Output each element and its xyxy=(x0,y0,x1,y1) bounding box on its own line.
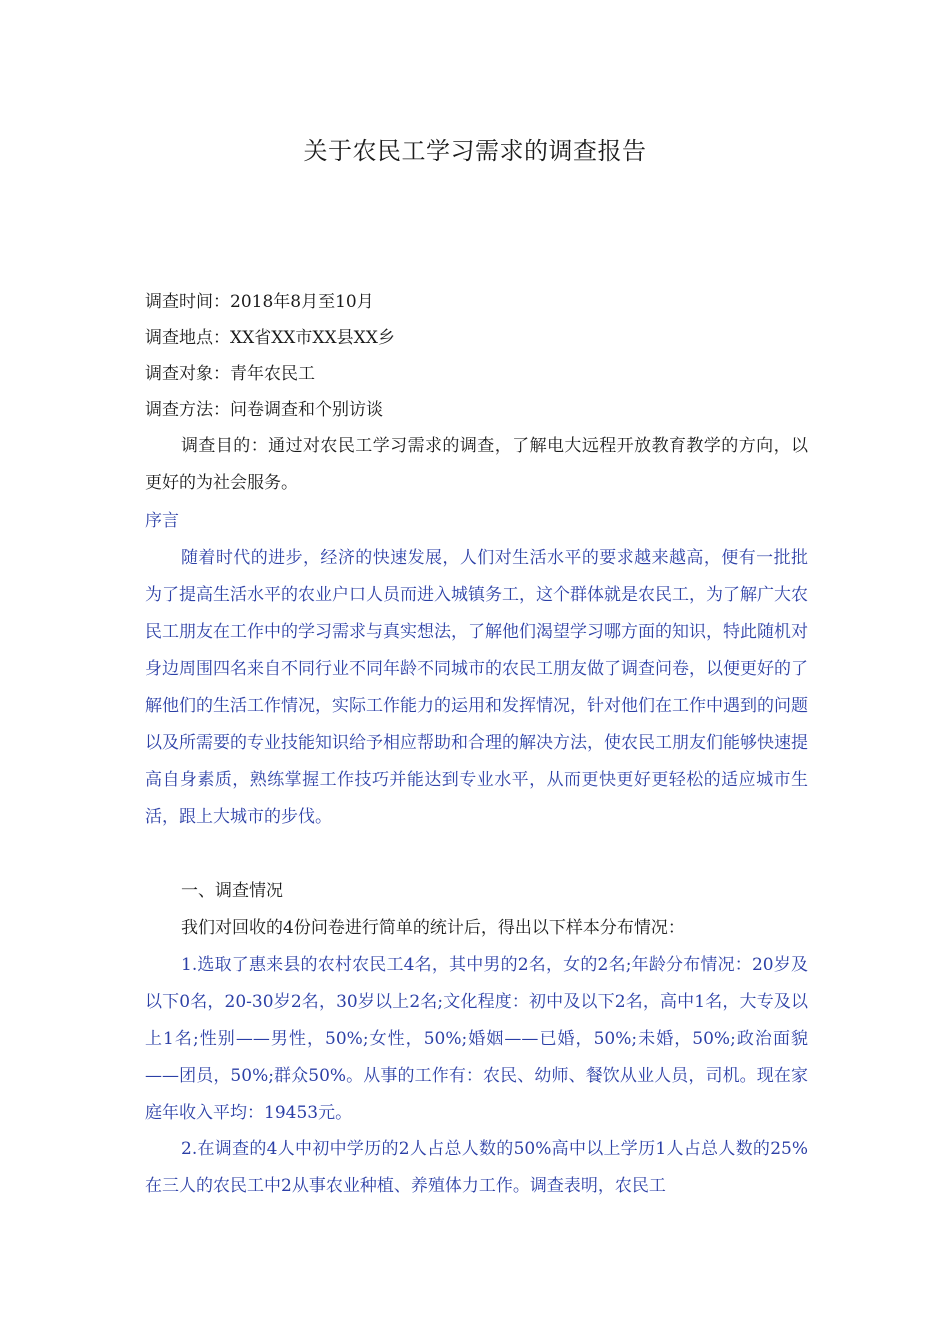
survey-subject: 调查对象：青年农民工 xyxy=(145,364,315,384)
preface-heading: 序言 xyxy=(145,511,179,531)
item1-paragraph: 1.选取了惠来县的农村农民工4名，其中男的2名，女的2名;年龄分布情况：20岁及以下0名，20-30岁2名，30岁以上2名;文化程度：初中及以下2名，高中1名，大专及以上1名;性别——男性，50%;女性，50%;婚姻——已婚，50%;未婚，50%;政治面貌——团员，50%;群众50%。从事的工作有：农民、幼师、餐饮从业人员，司机。现在家庭年收入平均：19453元。 xyxy=(145,955,808,1123)
item2-paragraph: 2.在调查的4人中初中学历的2人占总人数的50%高中以上学历1人占总人数的25%在三人的农民工中2从事农业种植、养殖体力工作。调查表明，农民工 xyxy=(145,1139,808,1196)
survey-place: 调查地点：XX省XX市XX县XX乡 xyxy=(145,328,395,348)
section1-heading: 一、调查情况 xyxy=(181,881,283,901)
survey-time: 调查时间：2018年8月至10月 xyxy=(145,292,374,312)
survey-purpose: 调查目的：通过对农民工学习需求的调查，了解电大远程开放教育教学的方向，以更好的为社会服务。 xyxy=(145,436,808,493)
survey-meta xyxy=(145,284,825,428)
preface-paragraph: 随着时代的进步，经济的快速发展，人们对生活水平的要求越来越高，便有一批批为了提高生活水平的农业户口人员而进入城镇务工，这个群体就是农民工，为了解广大农民工朋友在工作中的学习需求与真实想法，了解他们渴望学习哪方面的知识，特此随机对身边周围四名来自不同行业不同年龄不同城市的农民工朋友做了调查问卷，以便更好的了解他们的生活工作情况，实际工作能力的运用和发挥情况，针对他们在工作中遇到的问题以及所需要的专业技能知识给予相应帮助和合理的解决方法，使农民工朋友们能够快速提高自身素质，熟练掌握工作技巧并能达到专业水平，从而更快更好更轻松的适应城市生活，跟上大城市的步伐。 xyxy=(145,548,808,827)
survey-method: 调查方法：问卷调查和个别访谈 xyxy=(145,400,383,420)
document-title: 关于农民工学习需求的调查报告 xyxy=(303,137,647,165)
section1-intro: 我们对回收的4份问卷进行简单的统计后，得出以下样本分布情况： xyxy=(181,918,685,938)
